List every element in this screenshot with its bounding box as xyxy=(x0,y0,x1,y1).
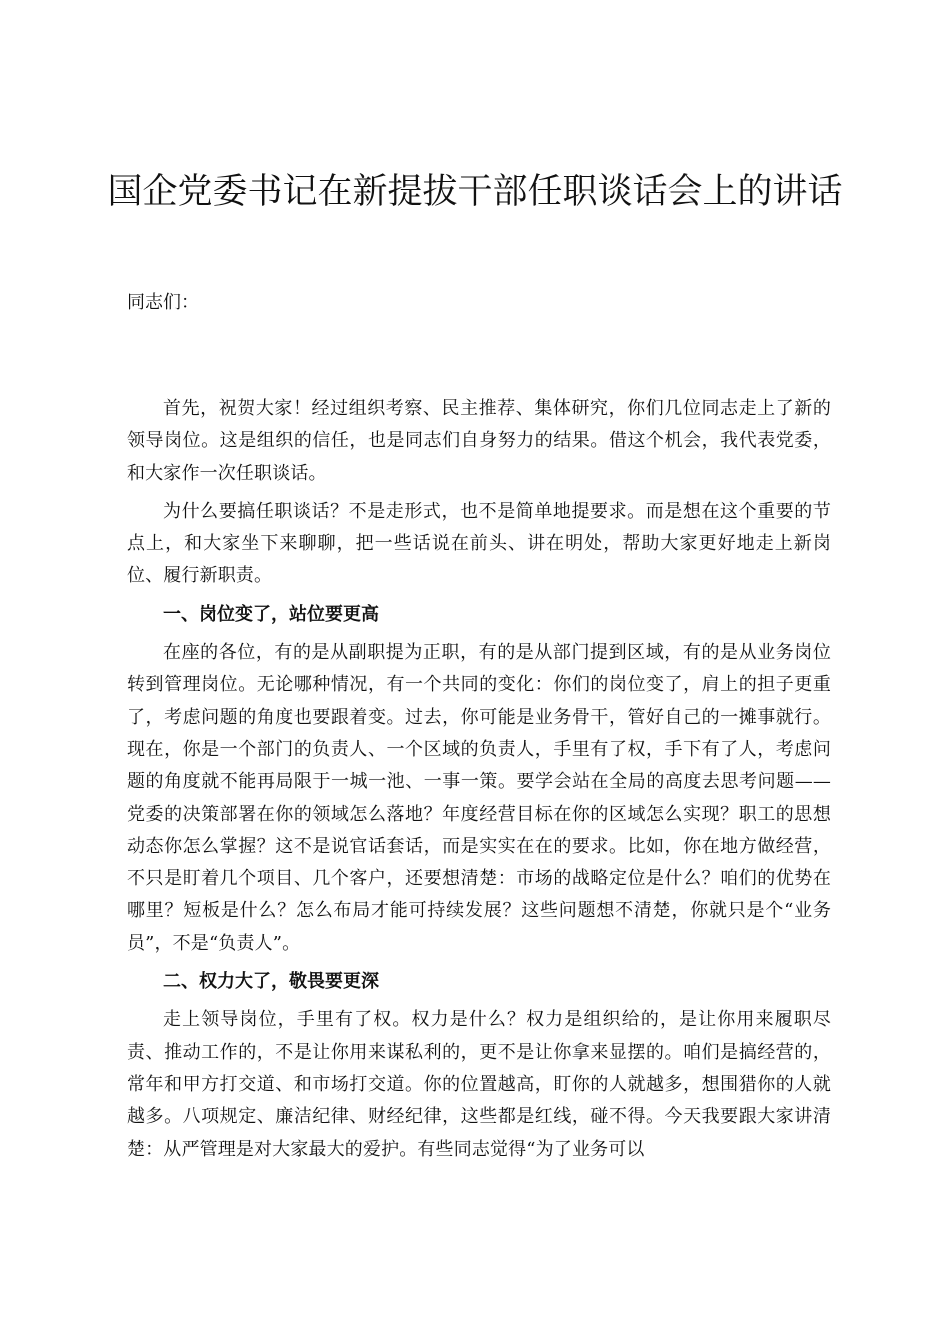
section-heading-1: 一、岗位变了，站位要更高 xyxy=(163,603,379,625)
paragraph-intro-1: 首先，祝贺大家！经过组织考察、民主推荐、集体研究，你们几位同志走上了新的领导岗位。这是组织的信任，也是同志们自身努力的结果。借这个机会，我代表党委，和大家作一次任职谈话。 xyxy=(127,398,831,484)
section-heading-2: 二、权力大了，敬畏要更深 xyxy=(163,971,379,993)
document-body xyxy=(127,393,831,1172)
section-2-paragraph: 走上领导岗位，手里有了权。权力是什么？权力是组织给的，是让你用来履职尽责、推动工作的，不是让你用来谋私利的，更不是让你拿来显摆的。咱们是搞经营的，常年和甲方打交道、和市场打交道。你的位置越高，盯你的人就越多，想围猎你的人就越多。八项规定、廉洁纪律、财经纪律，这些都是红线，碰不得。今天我要跟大家讲清楚：从严管理是对大家最大的爱护。有些同志觉得“为了业务可以 xyxy=(127,1009,831,1160)
salutation: 同志们： xyxy=(127,292,199,313)
section-1-paragraph: 在座的各位，有的是从副职提为正职，有的是从部门提到区域，有的是从业务岗位转到管理岗位。无论哪种情况，有一个共同的变化：你们的岗位变了，肩上的担子更重了，考虑问题的角度也要跟着变。过去，你可能是业务骨干，管好自己的一摊事就行。现在，你是一个部门的负责人、一个区域的负责人，手里有了权，手下有了人，考虑问题的角度就不能再局限于一城一池、一事一策。要学会站在全局的高度去思考问题——党委的决策部署在你的领域怎么落地？年度经营目标在你的区域怎么实现？职工的思想动态你怎么掌握？这不是说官话套话，而是实实在在的要求。比如，你在地方做经营，不只是盯着几个项目、几个客户，还要想清楚：市场的战略定位是什么？咱们的优势在哪里？短板是什么？怎么布局才能可持续发展？这些问题想不清楚，你就只是个“业务员”，不是“负责人”。 xyxy=(127,642,831,954)
document-title: 国企党委书记在新提拔干部任职谈话会上的讲话 xyxy=(107,172,843,212)
paragraph-intro-2: 为什么要搞任职谈话？不是走形式，也不是简单地提要求。而是想在这个重要的节点上，和大家坐下来聊聊，把一些话说在前头、讲在明处，帮助大家更好地走上新岗位、履行新职责。 xyxy=(127,500,831,587)
